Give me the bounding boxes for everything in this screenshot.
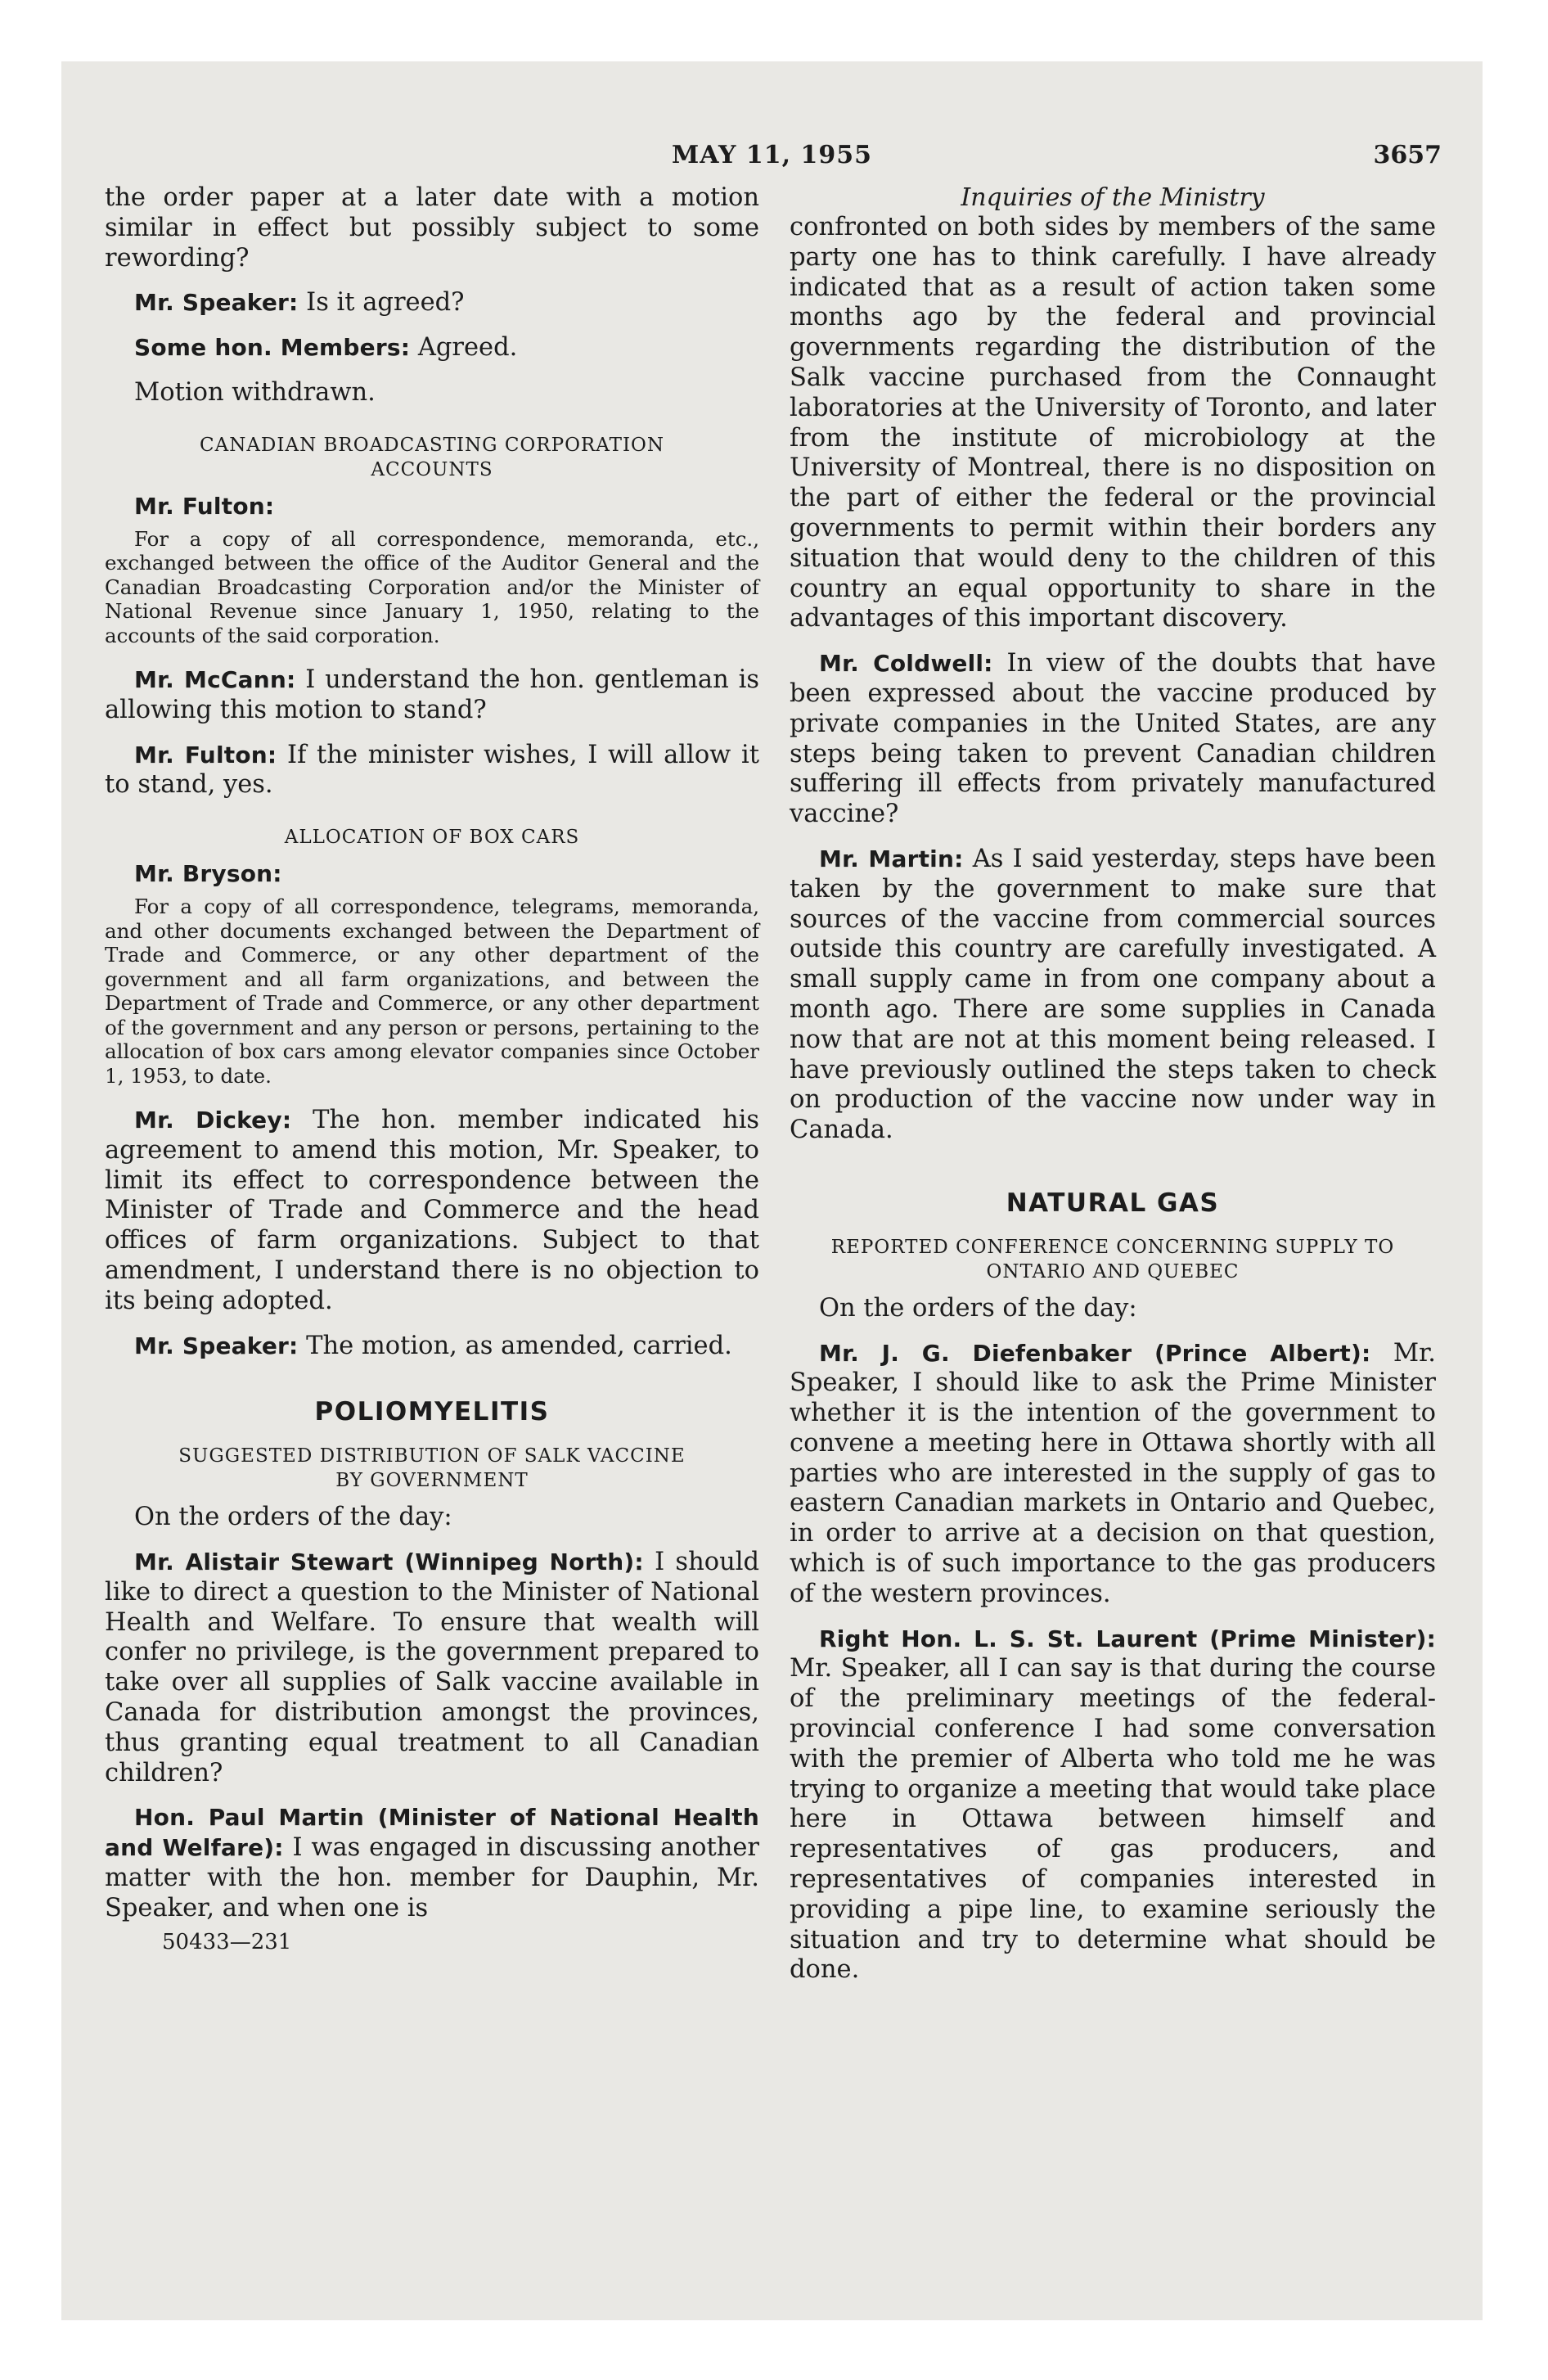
paragraph (105, 1106, 759, 1317)
paragraph (105, 741, 759, 801)
paragraph (790, 845, 1436, 1146)
motion-text: For a copy of all correspondence, memoranda, etc., exchanged between the office of the Auditor General and the Canadian Broadcasting Corporation and/or the Minister of National Revenue since January 1, 1950, relating to the accounts of the said corporation. (105, 526, 759, 647)
subheading-line: ALLOCATION OF BOX CARS (284, 827, 580, 849)
paragraph (105, 1803, 759, 1923)
speech-text: As I said yesterday, steps have been taken by the government to make sure that sources of the vaccine from commercial sources outside this country are carefully investigated. A small supply came in from one company about a month ago. There are some supplies in Canada now that are not at this moment being released. I have previously outlined the steps taken to check on production of the vaccine now under way in Canada. (790, 844, 1436, 1145)
paragraph (790, 649, 1436, 830)
paragraph (105, 288, 759, 318)
speech-text: In view of the doubts that have been expressed about the vaccine produced by private companies in the United States, are any steps being taken to prevent Canadian children suffering ill effects from privately manufactured vaccine? (790, 649, 1436, 829)
speaker-name: Mr. McCann: (134, 666, 296, 694)
subheading-line: REPORTED CONFERENCE CONCERNING SUPPLY TO (830, 1236, 1395, 1258)
page-number: 3657 (1373, 141, 1442, 169)
section-title: POLIOMYELITIS (314, 1397, 550, 1427)
subheading-line: ONTARIO AND QUEBEC (986, 1260, 1240, 1282)
running-head: Inquiries of the Ministry (961, 183, 1265, 212)
section-title: NATURAL GAS (1006, 1188, 1220, 1218)
speaker-name: Right Hon. L. S. St. Laurent (Prime Minister): (819, 1625, 1436, 1652)
right-column (790, 183, 1436, 2000)
speaker-name: Hon. Paul Martin (Minister of National Health and Welfare): (105, 1804, 759, 1862)
paragraph (105, 665, 759, 726)
speech-text: If the minister wishes, I will allow it to stand, yes. (105, 740, 759, 800)
motion-mover (105, 859, 759, 890)
speaker-name: Mr. Dickey: (134, 1107, 292, 1134)
speaker-name: Mr. Coldwell: (819, 650, 993, 678)
speaker-name: Mr. Alistair Stewart (Winnipeg North): (134, 1548, 644, 1576)
speech-text: Mr. Speaker, I should like to ask the Prime Minister whether it is the intention of the government to convene a meeting here in Ottawa shortly with all parties who are interested in the supply of gas to eastern Canadian markets in Ontario and Quebec, in order to arrive at a decision on that question, which is of such importance to the gas producers of the western provinces. (790, 1338, 1436, 1608)
subheading-line: CANADIAN BROADCASTING CORPORATION (199, 434, 665, 456)
speaker-name: Mr. Fulton: (134, 492, 275, 520)
speech-text: Mr. Speaker, all I can say is that during the course of the preliminary meetings of the federal-provincial conference I had some conversation with the premier of Alberta who told me he was trying to organize a meeting that would take place here in Ottawa between himself and representatives of gas producers, and representatives of companies interested in providing a pipe line, to examine seriously the situation and try to determine what should be done. (790, 1654, 1436, 1985)
speech-text: The hon. member indicated his agreement to amend this motion, Mr. Speaker, to limit its effect to correspondence between the Minister of Trade and Commerce and the head offices of farm organizations. Subject to that amendment, I understand there is no objection to its being adopted. (105, 1106, 760, 1315)
speaker-name: Some hon. Members: (134, 334, 411, 362)
speech-text: Agreed. (417, 333, 518, 363)
paragraph (790, 1339, 1436, 1610)
speaker-name: Mr. Martin: (819, 845, 964, 872)
speaker-name: Mr. Speaker: (134, 289, 299, 317)
paragraph (105, 333, 759, 363)
speech-text: Is it agreed? (306, 288, 465, 318)
paragraph: Motion withdrawn. (134, 377, 376, 407)
section-subheading (798, 1235, 1428, 1284)
paragraph: On the orders of the day: (819, 1293, 1137, 1323)
subheading-line: ACCOUNTS (371, 458, 493, 480)
speaker-name: Mr. J. G. Diefenbaker (Prince Albert): (819, 1339, 1371, 1367)
section-subheading (137, 433, 727, 482)
paragraph: confronted on both sides by members of the same party one has to think carefully. I have already indicated that as a result of action taken some months ago by the federal and provincial governments regarding the distribution of the Salk vaccine purchased from the Connaught laboratories at the University of Toronto, and later from the institute of microbiology at the University of Montreal, there is no disposition on the part of either the federal or the provincial governments to permit within their borders any situation that would deny to the children of this country an equal opportunity to share in the advantages of this important discovery. (790, 213, 1436, 633)
speaker-name: Mr. Speaker: (134, 1332, 299, 1359)
left-column (105, 183, 759, 1957)
section-subheading (137, 825, 727, 850)
subheading-line: SUGGESTED DISTRIBUTION OF SALK VACCINE (178, 1445, 686, 1467)
speech-text: I was engaged in discussing another matter with the hon. member for Dauphin, Mr. Speaker, and when one is (105, 1833, 759, 1922)
speech-text: I understand the hon. gentleman is allowing this motion to stand? (105, 665, 760, 724)
speaker-name: Mr. Bryson: (134, 860, 282, 888)
motion-text: For a copy of all correspondence, telegrams, memoranda, and other documents exchanged between the Department of Trade and Commerce, or any other department of the government and all farm organizations, and between the Department of Trade and Commerce, or any other department of the government and any person or persons, pertaining to the allocation of box cars among elevator companies since October 1, 1953, to date. (105, 895, 759, 1088)
footer-code: 50433—231 (162, 1929, 292, 1954)
paragraph: the order paper at a later date with a motion similar in effect but possibly subject to some rewording? (105, 183, 759, 273)
paragraph (790, 1625, 1436, 1986)
subheading-line: BY GOVERNMENT (335, 1470, 529, 1492)
paragraph (105, 1332, 759, 1362)
speaker-name: Mr. Fulton: (134, 741, 277, 769)
page-header (61, 141, 1483, 182)
paragraph (105, 1548, 759, 1788)
page-date: MAY 11, 1955 (672, 141, 872, 169)
motion-mover (105, 492, 759, 522)
paragraph: On the orders of the day: (134, 1503, 452, 1532)
speech-text: The motion, as amended, carried. (306, 1331, 732, 1360)
speech-text: I should like to direct a question to the Minister of National Health and Welfare. To ensure that wealth will confer no privilege, is the government prepared to take over all supplies of Salk vaccine available in Canada for distribution amongst the provinces, thus granting equal treatment to all Canadian children? (105, 1548, 760, 1787)
section-subheading (137, 1444, 727, 1493)
